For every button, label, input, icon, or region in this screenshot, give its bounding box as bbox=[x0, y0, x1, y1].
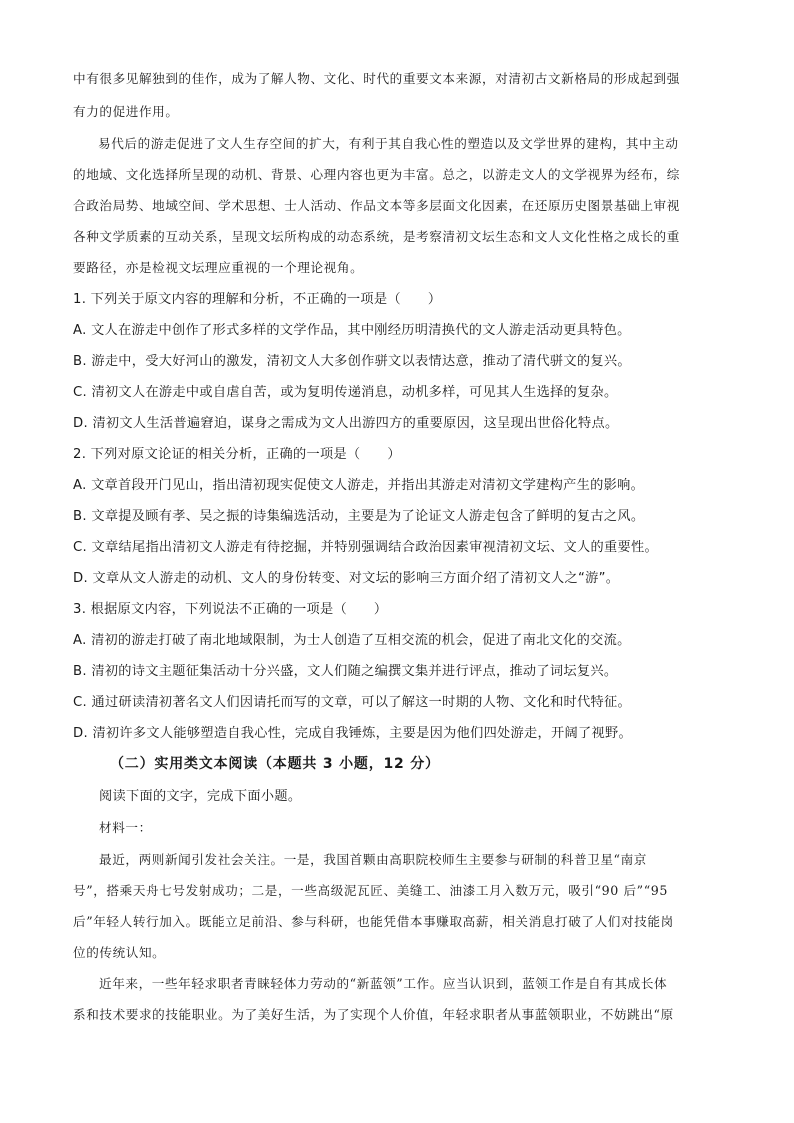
question-1-stem: 1. 下列关于原文内容的理解和分析，不正确的一项是（ ） bbox=[73, 292, 442, 307]
question-1-option-c: C. 清初文人在游走中或自虐自苦，或为复明传递消息，动机多样，可见其人生选择的复杂。 bbox=[73, 385, 618, 400]
material-line: 号”，搭乘天舟七号发射成功；二是，一些高级泥瓦匠、美缝工、油漆工月入数万元，吸引“90 后”“95 bbox=[73, 883, 668, 898]
passage-line: 的地域、文化选择所呈现的动机、背景、心理内容也更为丰富。总之，以游走文人的文学视界为经布，综 bbox=[73, 167, 680, 182]
question-2-option-a: A. 文章首段开门见山，指出清初现实促使文人游走，并指出其游走对清初文学建构产生的影响。 bbox=[73, 478, 645, 493]
material-label: 材料一： bbox=[99, 820, 152, 835]
material-line: 最近，两则新闻引发社会关注。一是，我国首颗由高职院校师生主要参与研制的科普卫星“南京 bbox=[99, 852, 647, 867]
question-2-option-d: D. 文章从文人游走的动机、文人的身份转变、对文坛的影响三方面介绍了清初文人之“游”。 bbox=[73, 571, 620, 586]
passage-line: 各种文学质素的互动关系，呈现文坛所构成的动态系统，是考察清初文坛生态和文人文化性格之成长的重 bbox=[73, 229, 680, 244]
material-line: 系和技术要求的技能职业。为了美好生活，为了实现个人价值，年轻求职者从事蓝领职业，不妨跳出“原 bbox=[73, 1007, 674, 1022]
question-3-option-c: C. 通过研读清初著名文人们因请托而写的文章，可以了解这一时期的人物、文化和时代特征。 bbox=[73, 695, 631, 710]
question-2-option-b: B. 文章提及顾有孝、吴之振的诗集编选活动，主要是为了论证文人游走包含了鲜明的复古之风。 bbox=[73, 509, 645, 524]
question-1-option-a: A. 文人在游走中创作了形式多样的文学作品，其中刚经历明清换代的文人游走活动更具特色。 bbox=[73, 323, 631, 338]
material-line: 位的传统认知。 bbox=[73, 945, 166, 960]
question-2-option-c: C. 文章结尾指出清初文人游走有待挖掘，并特别强调结合政治因素审视清初文坛、文人的重要性。 bbox=[73, 540, 658, 555]
question-3-stem: 3. 根据原文内容，下列说法不正确的一项是（ ） bbox=[73, 602, 388, 617]
material-line: 后”年轻人转行加入。既能立足前沿、参与科研，也能凭借本事赚取高薪，相关消息打破了人们对技能岗 bbox=[73, 914, 674, 929]
passage-line: 要路径，亦是检视文坛理应重视的一个理论视角。 bbox=[73, 260, 364, 275]
question-3-option-d: D. 清初许多文人能够塑造自我心性，完成自我锤炼，主要是因为他们四处游走，开阔了视野。 bbox=[73, 726, 632, 741]
question-1-option-d: D. 清初文人生活普遍窘迫，谋身之需成为文人出游四方的重要原因，这呈现出世俗化特点。 bbox=[73, 416, 619, 431]
passage-line: 中有很多见解独到的佳作，成为了解人物、文化、时代的重要文本来源，对清初古文新格局的形成起到强 bbox=[73, 71, 680, 86]
question-3-option-b: B. 清初的诗文主题征集活动十分兴盛，文人们随之编撰文集并进行评点，推动了词坛复兴。 bbox=[73, 664, 618, 679]
question-2-stem: 2. 下列对原文论证的相关分析，正确的一项是（ ） bbox=[73, 447, 401, 462]
question-1-option-b: B. 游走中，受大好河山的激发，清初文人大多创作骈文以表情达意，推动了清代骈文的复兴。 bbox=[73, 354, 631, 369]
section-instruction: 阅读下面的文字，完成下面小题。 bbox=[99, 789, 302, 804]
question-3-option-a: A. 清初的游走打破了南北地域限制，为士人创造了互相交流的机会，促进了南北文化的交流。 bbox=[73, 633, 631, 648]
section-heading: （二）实用类文本阅读（本题共 3 小题，12 分） bbox=[110, 756, 440, 772]
passage-line: 有力的促进作用。 bbox=[73, 104, 179, 119]
passage-line: 合政治局势、地域空间、学术思想、士人活动、作品文本等多层面文化因素，在还原历史图景基础上审视 bbox=[73, 198, 680, 213]
material-line: 近年来，一些年轻求职者青睐轻体力劳动的“新蓝领”工作。应当认识到，蓝领工作是自有其成长体 bbox=[99, 976, 668, 991]
passage-line: 易代后的游走促进了文人生存空间的扩大，有利于其自我心性的塑造以及文学世界的建构，其中主动 bbox=[98, 136, 679, 151]
